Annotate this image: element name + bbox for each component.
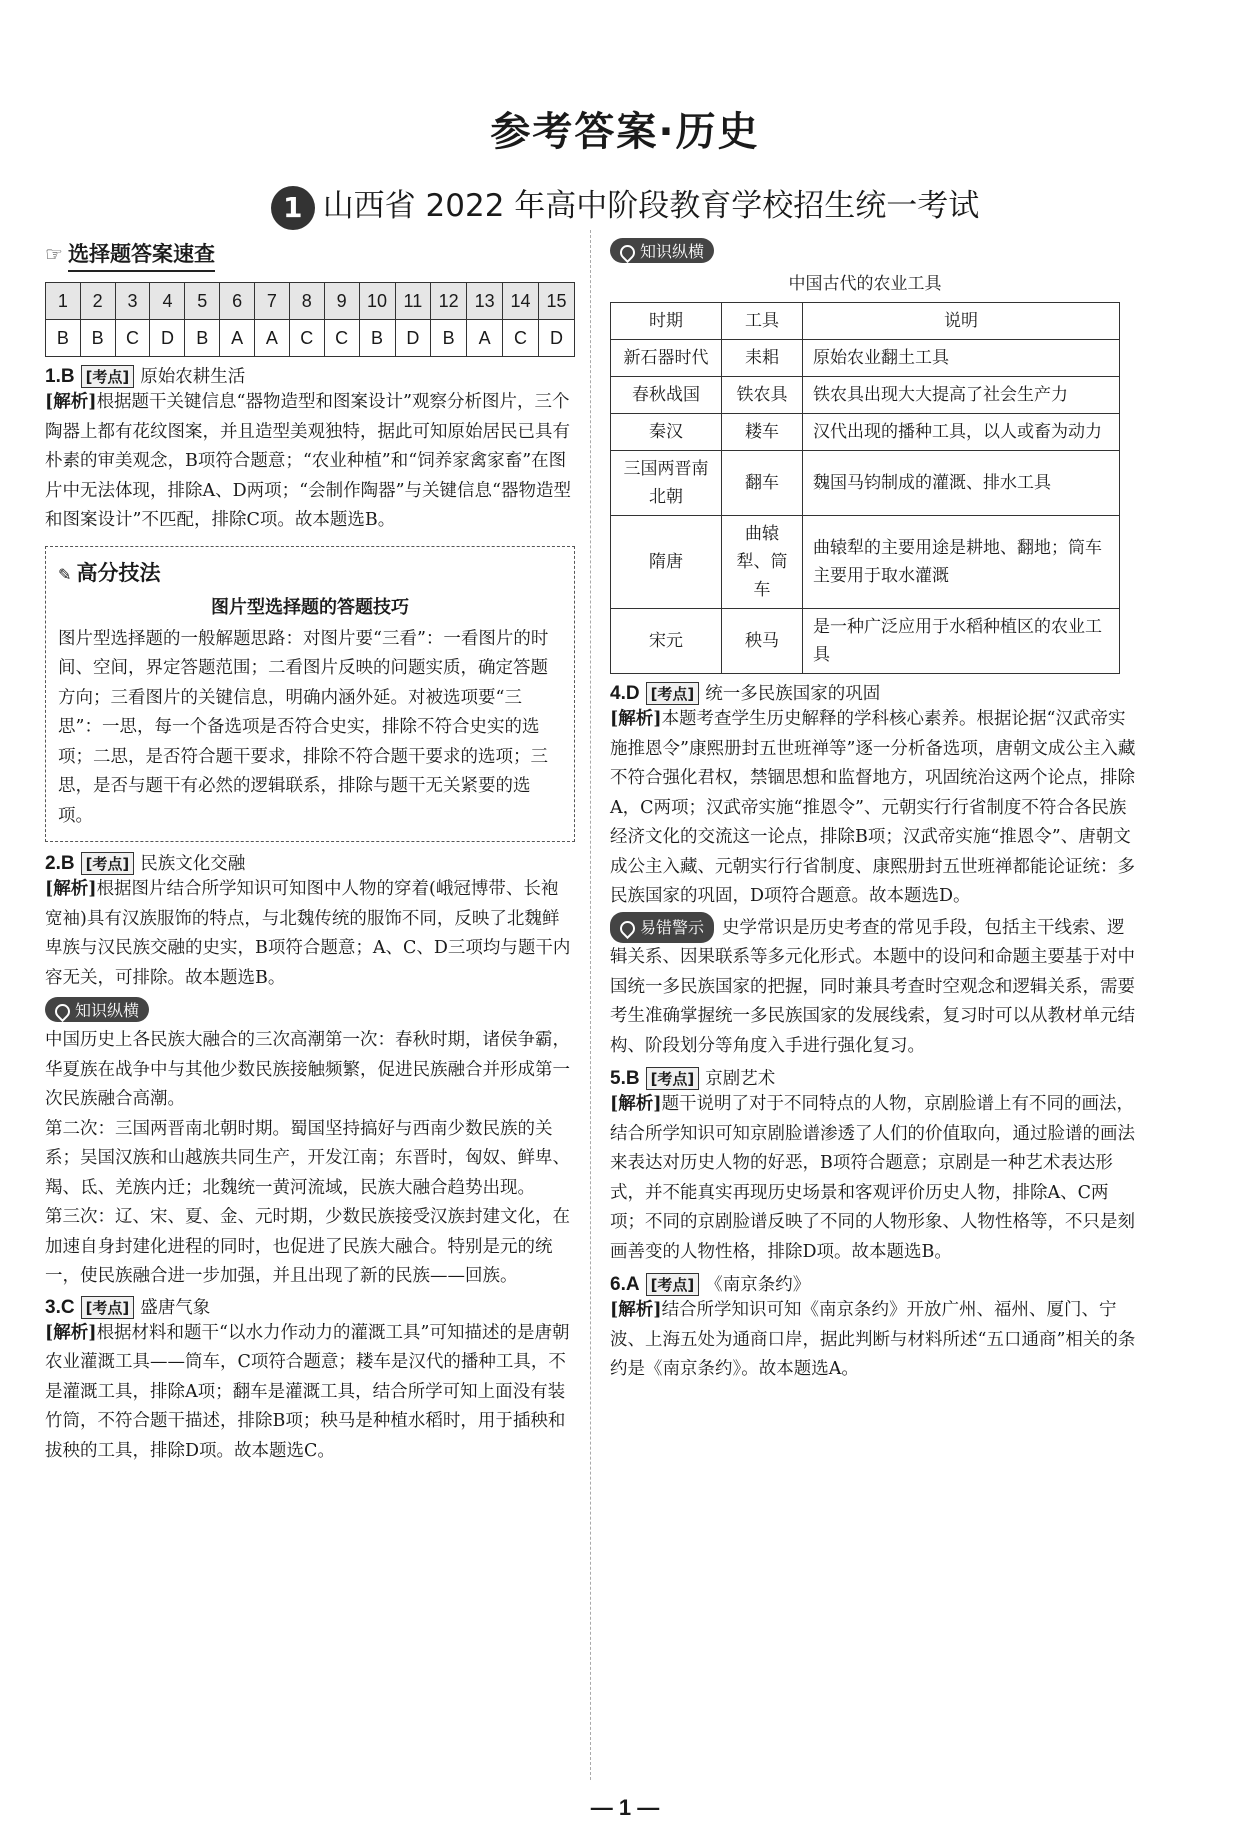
page-number: — 1 —	[590, 1795, 660, 1820]
tips-heading: 高分技法	[76, 560, 161, 585]
answer-cell: A	[467, 320, 503, 357]
jiexi-tag: [解析]	[45, 879, 97, 899]
exam-subtitle	[0, 180, 1250, 230]
column-divider	[590, 230, 591, 1780]
kaodian-tag: [考点]	[646, 1273, 700, 1296]
period-cell: 新石器时代	[611, 340, 722, 377]
answer-cell: A	[220, 320, 255, 357]
answer-cell: D	[150, 320, 185, 357]
jiexi-tag: [解析]	[45, 392, 97, 412]
exam-point: 民族文化交融	[140, 854, 246, 874]
answer-cell: B	[359, 320, 395, 357]
description-cell: 曲辕犁的主要用途是耕地、翻地；筒车主要用于取水灌溉	[803, 516, 1120, 609]
jiexi-tag: [解析]	[45, 1322, 97, 1343]
tool-cell: 曲辕犁、筒车	[722, 516, 803, 609]
analysis-text: 根据题干关键信息“器物造型和图案设计”观察分析图片，三个陶器上都有花纹图案，并且造型美观独特，据此可知原始居民已具有朴素的审美观念，B项符合题意；“农业种植”和“饲养家禽家畜”在图片中无法体现，排除A、D两项；“会制作陶器”与关键信息“器物造型和图案设计”不匹配，排除C项。故本题选B。	[45, 392, 572, 530]
kaodian-tag: [考点]	[81, 365, 135, 388]
question-5	[610, 1065, 1140, 1267]
quick-answer-heading: 选择题答案速查	[68, 238, 215, 272]
question-3	[45, 1294, 575, 1467]
left-column	[45, 238, 575, 1466]
answer-cell: D	[395, 320, 431, 357]
tool-cell: 耒耜	[722, 340, 803, 377]
analysis-text: 题干说明了对于不同特点的人物，京剧脸谱上有不同的画法，结合所学知识可知京剧脸谱渗透了人们的价值取向，通过脸谱的画法来表达对历史人物的好恶，B项符合题意；京剧是一种艺术表达形式，并不能真实再现历史场景和客观评价历史人物，排除A、C两项；不同的京剧脸谱反映了不同的人物形象、人物性格等，不只是刻画善变的人物性格，排除D项。故本题选B。	[610, 1094, 1135, 1262]
table-caption: 中国古代的农业工具	[788, 274, 942, 294]
knowledge-paragraph: 中国历史上各民族大融合的三次高潮第一次：春秋时期，诸侯争霸，华夏族在战争中与其他少数民族接触频繁，促进民族融合并形成第一次民族融合高潮。	[45, 1030, 570, 1109]
knowledge-paragraph: 第三次：辽、宋、夏、金、元时期，少数民族接受汉族封建文化，在加速自身封建化进程的同时，也促进了民族大融合。特别是元的统一，使民族融合进一步加强，并且出现了新的民族——回族。	[45, 1207, 570, 1286]
table-row	[611, 451, 1120, 516]
analysis-text: 本题考查学生历史解释的学科核心素养。根据论据“汉武帝实施推恩令”康熙册封五世班禅等”逐一分析备选项，唐朝文成公主入藏不符合强化君权，禁锢思想和监督地方，巩固统治这两个论点，排除A，C两项；汉武帝实施“推恩令”、元朝实行行省制度不符合各民族经济文化的交流这一论点，排除B项；汉武帝实施“推恩令”、唐朝文成公主入藏、元朝实行行省制度、康熙册封五世班禅都能论证统：多民族国家的巩固，D项符合题意。故本题选D。	[610, 709, 1136, 906]
answer-cell: B	[46, 320, 81, 357]
qnum-cell: 15	[538, 283, 574, 320]
qnum-cell: 10	[359, 283, 395, 320]
jiexi-tag: [解析]	[610, 1300, 662, 1320]
exam-point: 统一多民族国家的巩固	[705, 684, 881, 704]
tool-cell: 秧马	[722, 609, 803, 674]
qnum-cell: 2	[80, 283, 115, 320]
warning-text: 史学常识是历史考查的常见手段，包括主干线索、逻辑关系、因果联系等多元化形式。本题中的设问和命题主要基于对中国统一多民族国家的把握，同时兼具考查时空观念和逻辑关系，需要考生准确掌握统一多民族国家的发展线索，复习时可以从教材单元结构、阶段划分等角度入手进行强化复习。	[610, 917, 1135, 1056]
table-header: 时期	[611, 303, 722, 340]
question-2	[45, 850, 575, 1292]
qnum-cell: 1	[46, 283, 81, 320]
page-title: 参考答案·历史	[490, 109, 760, 155]
answer-cell: B	[185, 320, 220, 357]
tips-body: 图片型选择题的一般解题思路：对图片要“三看”：一看图片的时间、空间，界定答题范围；二看图片反映的问题实质，确定答题方向；三看图片的关键信息，明确内涵外延。对被选项要“三思”：一思，每一个备选项是否符合史实，排除不符合史实的选项；二思，是否符合题干要求，排除不符合题干要求的选项；三思，是否与题干有必然的逻辑联系，排除与题干无关紧要的选项。	[58, 628, 549, 826]
answer-cell: B	[431, 320, 467, 357]
exam-point: 盛唐气象	[140, 1297, 211, 1318]
knowledge-badge	[610, 238, 714, 263]
period-cell: 春秋战国	[611, 377, 722, 414]
warning-pin-icon	[617, 917, 638, 938]
error-warning-label: 易错警示	[640, 917, 705, 937]
question-1	[45, 363, 575, 536]
qnum-cell: 9	[324, 283, 359, 320]
tool-cell: 铁农具	[722, 377, 803, 414]
location-pin-icon	[52, 1001, 73, 1022]
answer-cell: C	[115, 320, 150, 357]
description-cell: 汉代出现的播种工具，以人或畜为动力	[803, 414, 1120, 451]
jiexi-tag: [解析]	[610, 1094, 662, 1114]
tool-cell: 耧车	[722, 414, 803, 451]
tool-cell: 翻车	[722, 451, 803, 516]
knowledge-badge	[45, 997, 149, 1022]
period-cell: 宋元	[611, 609, 722, 674]
kaodian-tag: [考点]	[81, 852, 135, 875]
answer-cell: D	[538, 320, 574, 357]
analysis-text: 根据图片结合所学知识可知图中人物的穿着(峨冠博带、长袍宽袖)具有汉族服饰的特点，与北魏传统的服饰不同，反映了北魏鲜卑族与汉民族交融的史实，B项符合题意；A、C、D三项均与题干内容无关，可排除。故本题选B。	[45, 879, 571, 988]
jiexi-tag: [解析]	[610, 709, 662, 729]
question-4	[610, 680, 1140, 1061]
table-header-row	[611, 303, 1120, 340]
kaodian-tag: [考点]	[646, 1067, 700, 1090]
quick-answer-table	[45, 282, 575, 357]
location-pin-icon	[617, 242, 638, 263]
answer-cell: C	[503, 320, 539, 357]
exam-point: 原始农耕生活	[140, 367, 246, 387]
answer-cell: A	[254, 320, 289, 357]
description-cell: 魏国马钧制成的灌溉、排水工具	[803, 451, 1120, 516]
exam-point: 京剧艺术	[705, 1069, 776, 1089]
answer-cell: C	[324, 320, 359, 357]
quick-answer-letters-row	[46, 320, 575, 357]
table-row	[611, 414, 1120, 451]
period-cell: 隋唐	[611, 516, 722, 609]
exam-subtitle-text: 山西省 2022 年高中阶段教育学校招生统一考试	[322, 188, 980, 224]
knowledge-badge-label: 知识纵横	[75, 1001, 140, 1020]
period-cell: 秦汉	[611, 414, 722, 451]
analysis-text: 结合所学知识可知《南京条约》开放广州、福州、厦门、宁波、上海五处为通商口岸，据此判断与材料所述“五口通商”相关的条约是《南京条约》。故本题选A。	[610, 1300, 1136, 1379]
qnum-cell: 11	[395, 283, 431, 320]
answer-cell: C	[289, 320, 324, 357]
table-header: 说明	[803, 303, 1120, 340]
qnum-cell: 14	[503, 283, 539, 320]
description-cell: 铁农具出现大大提高了社会生产力	[803, 377, 1120, 414]
question-number: 1.B	[45, 366, 75, 387]
qnum-cell: 3	[115, 283, 150, 320]
exam-point: 《南京条约》	[705, 1275, 811, 1295]
kaodian-tag: [考点]	[81, 1296, 135, 1319]
table-row	[611, 377, 1120, 414]
qnum-cell: 7	[254, 283, 289, 320]
quick-answer-numbers-row	[46, 283, 575, 320]
knowledge-badge-label: 知识纵横	[640, 242, 705, 261]
table-row	[611, 516, 1120, 609]
qnum-cell: 5	[185, 283, 220, 320]
question-number: 4.D	[610, 683, 640, 704]
answer-cell: B	[80, 320, 115, 357]
question-number: 2.B	[45, 853, 75, 874]
right-column	[610, 238, 1140, 1385]
table-row	[611, 340, 1120, 377]
qnum-cell: 12	[431, 283, 467, 320]
analysis-text: 根据材料和题干“以水力作动力的灌溉工具”可知描述的是唐朝农业灌溉工具——筒车，C项符合题意；耧车是汉代的播种工具，不是灌溉工具，排除A项；翻车是灌溉工具，结合所学可知上面没有装竹筒，不符合题干描述，排除B项；秧马是种植水稻时，用于插秧和拔秧的工具，排除D项。故本题选C。	[45, 1322, 570, 1461]
farm-tools-table	[610, 302, 1120, 674]
description-cell: 是一种广泛应用于水稻种植区的农业工具	[803, 609, 1120, 674]
qnum-cell: 6	[220, 283, 255, 320]
table-row	[611, 609, 1120, 674]
qnum-cell: 8	[289, 283, 324, 320]
qnum-cell: 13	[467, 283, 503, 320]
question-number: 3.C	[45, 1296, 75, 1318]
pointing-hand-icon: ☞	[45, 242, 63, 266]
error-warning-badge	[610, 912, 714, 944]
period-cell: 三国两晋南北朝	[611, 451, 722, 516]
quill-icon: ✎	[58, 564, 72, 584]
kaodian-tag: [考点]	[646, 682, 700, 705]
description-cell: 原始农业翻土工具	[803, 340, 1120, 377]
question-6	[610, 1271, 1140, 1385]
tips-title: 图片型选择题的答题技巧	[211, 596, 409, 618]
question-number: 5.B	[610, 1068, 640, 1089]
section-number-badge: 1	[271, 186, 315, 230]
knowledge-paragraph: 第二次：三国两晋南北朝时期。蜀国坚持搞好与西南少数民族的关系；吴国汉族和山越族共同生产，开发江南；东晋时，匈奴、鲜卑、羯、氐、羌族内迁；北魏统一黄河流域，民族大融合趋势出现。	[45, 1118, 570, 1198]
qnum-cell: 4	[150, 283, 185, 320]
high-score-tips-box	[45, 546, 575, 843]
table-header: 工具	[722, 303, 803, 340]
question-number: 6.A	[610, 1274, 640, 1295]
